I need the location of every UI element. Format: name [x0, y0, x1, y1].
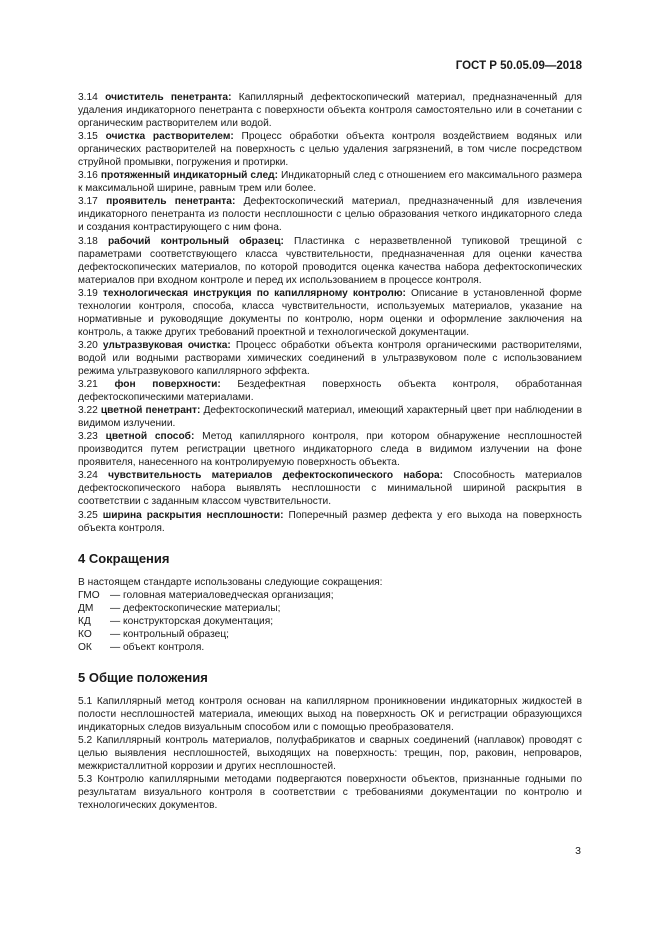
definition-number: 3.20 [78, 339, 98, 351]
page-number: 3 [575, 845, 581, 857]
definition-text: Дефектоскопический материал, предназначенный для извлечения индикаторного пенетранта из полости несплошности с целью образования четкого индикаторного следа и создания контрастирующего с ним фона. [78, 196, 582, 234]
definition-item [78, 378, 582, 404]
abbreviation-item [78, 628, 582, 641]
definition-item [78, 287, 582, 339]
abbreviation-item [78, 615, 582, 628]
abbreviation-code: ГМО [78, 589, 100, 601]
abbreviation-code: ДМ [78, 602, 94, 614]
definition-number: 3.23 [78, 431, 98, 443]
definition-item [78, 339, 582, 378]
definition-item [78, 509, 582, 535]
definition-item [78, 169, 582, 195]
definition-number: 3.24 [78, 470, 98, 482]
definition-text: Процесс обработки объекта контроля органическими растворителями, водой или водными растворами химических соединений в ультразвуковом поле с использованием режима ультразвукового капиллярного эффекта. [78, 339, 582, 377]
section-5-paragraph: 5.2 Капиллярный контроль материалов, полуфабрикатов и сварных соединений (наплавок) проводят с целью выявления несплошностей, выходящих на поверхность: трещин, пор, раковин, непроваров, межкристаллитной коррозии и других несплошностей. [78, 735, 582, 773]
definition-term: цветной способ: [105, 431, 195, 443]
definition-item [78, 130, 582, 169]
definition-number: 3.17 [78, 196, 98, 208]
definition-text: Бездефектная поверхность объекта контроля, обработанная дефектоскопическими материалами. [78, 379, 582, 404]
abbreviation-description: — головная материаловедческая организация; [110, 589, 334, 601]
definition-term: фон поверхности: [114, 379, 221, 391]
definition-number: 3.16 [78, 170, 98, 182]
definition-item [78, 91, 582, 130]
definition-item [78, 469, 582, 508]
definition-term: цветной пенетрант: [100, 405, 201, 417]
abbreviation-description: — конструкторская документация; [110, 615, 274, 627]
abbreviation-item [78, 641, 582, 654]
definition-item [78, 404, 582, 430]
definition-text: Дефектоскопический материал, имеющий характерный цвет при наблюдении в видимом излучении. [78, 405, 582, 430]
abbreviation-description: — дефектоскопические материалы; [110, 602, 281, 614]
definition-number: 3.22 [78, 405, 98, 417]
abbreviation-item [78, 602, 582, 615]
section-5-paragraph: 5.3 Контролю капиллярными методами подвергаются поверхности объектов, признанные годными по результатам визуального контроля в соответствии с требованиями документации по контролю и технологических документов. [78, 774, 582, 812]
definition-text: Индикаторный след с отношением его максимального размера к максимальной ширине, равным трем или более. [78, 170, 582, 195]
definition-item [78, 195, 582, 234]
abbreviations-list [78, 589, 582, 654]
section-5-paragraph: 5.1 Капиллярный метод контроля основан на капиллярном проникновении индикаторных жидкостей в полости несплошностей материала, имеющих выход на поверхность ОК и регистрации образующихся индикаторных следов визуальным способом или с помощью преобразователя. [78, 695, 582, 734]
page-content [78, 91, 582, 812]
definitions-list [78, 91, 582, 535]
definition-text: Описание в установленной форме технологии контроля, способа, класса чувствительности, используемых материалов, указание на нормативные и руководящие документы по контролю, норм оценки и оформление заключения на контроль, а также других требований проектной и технологической документации. [78, 287, 582, 338]
definition-term: рабочий контрольный образец: [107, 235, 284, 247]
definition-text: Процесс обработки объекта контроля воздействием водяных или органических растворителей на поверхность с целью удаления загрязнений, в том числе посредством струйной промывки, погружения и протирки. [78, 131, 582, 169]
definition-number: 3.19 [78, 287, 98, 299]
section-5-paragraphs [78, 695, 582, 812]
section-4-heading: 4 Сокращения [78, 550, 170, 566]
definition-text: Метод капиллярного контроля, при котором обнаружение несплошностей производится путем регистрации цветного индикаторного следа в видимом излучении на фоне проявителя, нанесенного на контролируемую поверхность объекта. [78, 431, 582, 469]
definition-number: 3.15 [78, 131, 98, 143]
definition-number: 3.18 [78, 235, 98, 247]
definition-term: протяженный индикаторный след: [100, 170, 278, 182]
abbreviation-code: КД [78, 615, 91, 627]
definition-term: технологическая инструкция по капиллярному контролю: [102, 287, 406, 299]
abbreviation-code: ОК [78, 641, 92, 653]
definition-term: очиститель пенетранта: [105, 92, 232, 103]
definition-number: 3.14 [78, 92, 98, 103]
abbreviation-description: — объект контроля. [110, 641, 205, 653]
definition-term: очистка растворителем: [105, 131, 234, 143]
definition-item [78, 235, 582, 287]
abbreviation-item [78, 589, 582, 602]
section-4-intro: В настоящем стандарте использованы следующие сокращения: [78, 576, 383, 588]
definition-text: Пластинка с неразветвленной тупиковой трещиной с параметрами соответствующего класса чувствительности, предназначенная для оценки качества дефектоскопических материалов, по которой проводится оценка качества набора дефектоскопических материалов при входном контроле и перед их использованием в процессе контроля. [78, 235, 582, 286]
abbreviation-code: КО [78, 628, 92, 640]
definition-number: 3.25 [78, 509, 98, 521]
definition-text: Капиллярный дефектоскопический материал, предназначенный для удаления индикаторного пенетранта с поверхности объекта контроля самостоятельно или в сочетании с органическим растворителем или водой. [78, 92, 582, 130]
definition-term: чувствительность материалов дефектоскопического набора: [108, 470, 444, 482]
definition-term: ультразвуковая очистка: [102, 339, 231, 351]
document-code: ГОСТ Р 50.05.09—2018 [455, 60, 582, 72]
definition-term: проявитель пенетранта: [106, 196, 236, 208]
definition-number: 3.21 [78, 379, 98, 391]
section-5-heading: 5 Общие положения [78, 669, 208, 685]
definition-text: Поперечный размер дефекта у его выхода на поверхность объекта контроля. [78, 509, 582, 534]
abbreviation-description: — контрольный образец; [110, 628, 229, 640]
definition-item [78, 430, 582, 469]
definition-text: Способность материалов дефектоскопического набора выявлять несплошности с минимальной шириной раскрытия в соответствии с заданным классом чувствительности. [78, 470, 582, 508]
definition-term: ширина раскрытия несплошности: [102, 509, 284, 521]
